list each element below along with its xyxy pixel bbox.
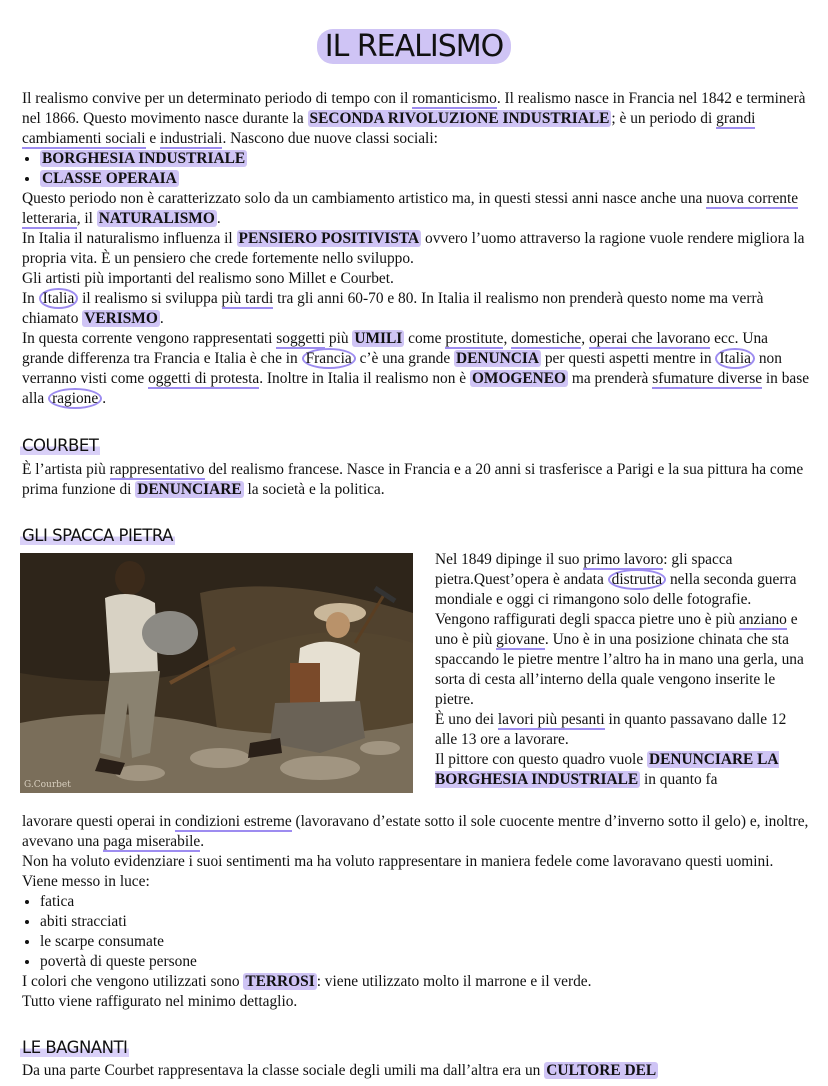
conditions-paragraph: lavorare questi operai in condizioni estreme (lavoravano d’estate sotto il sole cuocente mentre d’inverno sotto il gelo) e, inoltre, avevano una paga miserabile. — [22, 813, 809, 850]
description-paragraph-1: Nel 1849 dipinge il suo primo lavoro: gli spacca pietra.Quest’opera è andata distrutta nella seconda guerra mondiale e oggi ci rimangono solo delle fotografie. — [435, 551, 797, 608]
social-classes-list — [22, 149, 812, 189]
intro-section — [22, 89, 812, 409]
description-paragraph-4: Il pittore con questo quadro vuole DENUNCIARE LA BORGHESIA INDUSTRIALE in quanto fa — [435, 751, 779, 788]
courbet-section — [22, 460, 812, 500]
page-title: IL REALISMO — [0, 26, 828, 68]
bagnanti-paragraph: Da una parte Courbet rappresentava la classe sociale degli umili ma dall’altra era un CULTORE DEL — [22, 1062, 657, 1079]
list-item: • BORGHESIA INDUSTRIALE — [40, 149, 812, 169]
description-paragraph-3: È uno dei lavori più pesanti in quanto passavano dalle 12 alle 13 ore a lavorare. — [435, 711, 787, 748]
corrente-paragraph: In questa corrente vengono rappresentati soggetti più UMILI come prostitute, domestiche, operai che lavorano ecc. Una grande differenza tra Francia e Italia è che in Francia c’è una grande DENUNCIA per questi aspetti mentre in Italia non verranno visti come oggetti di protesta. Inoltre in Italia il realismo non è OMOGENEO ma prenderà sfumature diverse in base alla ragione . — [22, 330, 810, 407]
list-item: • CLASSE OPERAIA — [40, 169, 812, 189]
detail-paragraph: Tutto viene raffigurato nel minimo dettaglio. — [22, 993, 298, 1010]
list-item: • le scarpe consumate — [40, 932, 812, 952]
painting-signature: G.Courbet — [24, 780, 71, 790]
painting-illustration — [20, 553, 413, 793]
spacca-pietra-description — [435, 550, 810, 790]
section-heading-spacca-pietra: GLI SPACCA PIETRA — [22, 526, 173, 545]
italia-paragraph: In Italia il realismo si sviluppa più tardi tra gli anni 60-70 e 80. In Italia il realismo non prenderà questo nome ma verrà chiamato VERISMO . — [22, 290, 764, 327]
positivismo-paragraph: In Italia il naturalismo influenza il PENSIERO POSITIVISTA ovvero l’uomo attraverso la ragione vuole rendere migliora la propria vita. È un pensiero che crede fortemente nello sviluppo. — [22, 230, 805, 267]
highlights-list — [22, 892, 812, 972]
description-paragraph-2: Vengono raffigurati degli spacca pietre uno è più anziano e uno è più giovane. Uno è in una posizione chinata che sta spaccando le pietre mentre l’altro ha in mano una gerla, una sorta di cesta all’interno della quale vengono inserite le pietre. — [435, 611, 804, 708]
spacca-pietra-painting — [20, 553, 413, 793]
sentiments-paragraph: Non ha voluto evidenziare i suoi sentimenti ma ha voluto rappresentare in maniera fedele come lavoravano questi uomini. Viene messo in luce: — [22, 853, 774, 890]
section-heading-bagnanti: LE BAGNANTI — [22, 1038, 128, 1057]
naturalismo-paragraph: Questo periodo non è caratterizzato solo da un cambiamento artistico ma, in questi stessi anni nasce anche una nuova corrente letteraria, il NATURALISMO . — [22, 190, 799, 227]
section-heading-courbet: COURBET — [22, 436, 99, 455]
intro-paragraph: Il realismo convive per un determinato periodo di tempo con il romanticismo. Il realismo nasce in Francia nel 1842 e terminerà nel 1866. Questo movimento nasce durante la SECONDA RIVOLUZIONE INDUSTRIALE ; è un periodo di grandi cambiamenti sociali e industriali. Nascono due nuove classi sociali: — [22, 90, 806, 147]
list-item: • fatica — [40, 892, 812, 912]
list-item: • abiti stracciati — [40, 912, 812, 932]
colors-paragraph: I colori che vengono utilizzati sono TERROSI : viene utilizzato molto il marrone e il verde. — [22, 973, 592, 990]
bagnanti-section — [22, 1061, 812, 1081]
courbet-paragraph: È l’artista più rappresentativo del realismo francese. Nasce in Francia e a 20 anni si trasferisce a Parigi e la sua pittura ha come prima funzione di DENUNCIARE la società e la politica. — [22, 461, 804, 498]
list-item: • povertà di queste persone — [40, 952, 812, 972]
artists-paragraph: Gli artisti più importanti del realismo sono Millet e Courbet. — [22, 270, 394, 287]
spacca-pietra-continued — [22, 812, 812, 1012]
